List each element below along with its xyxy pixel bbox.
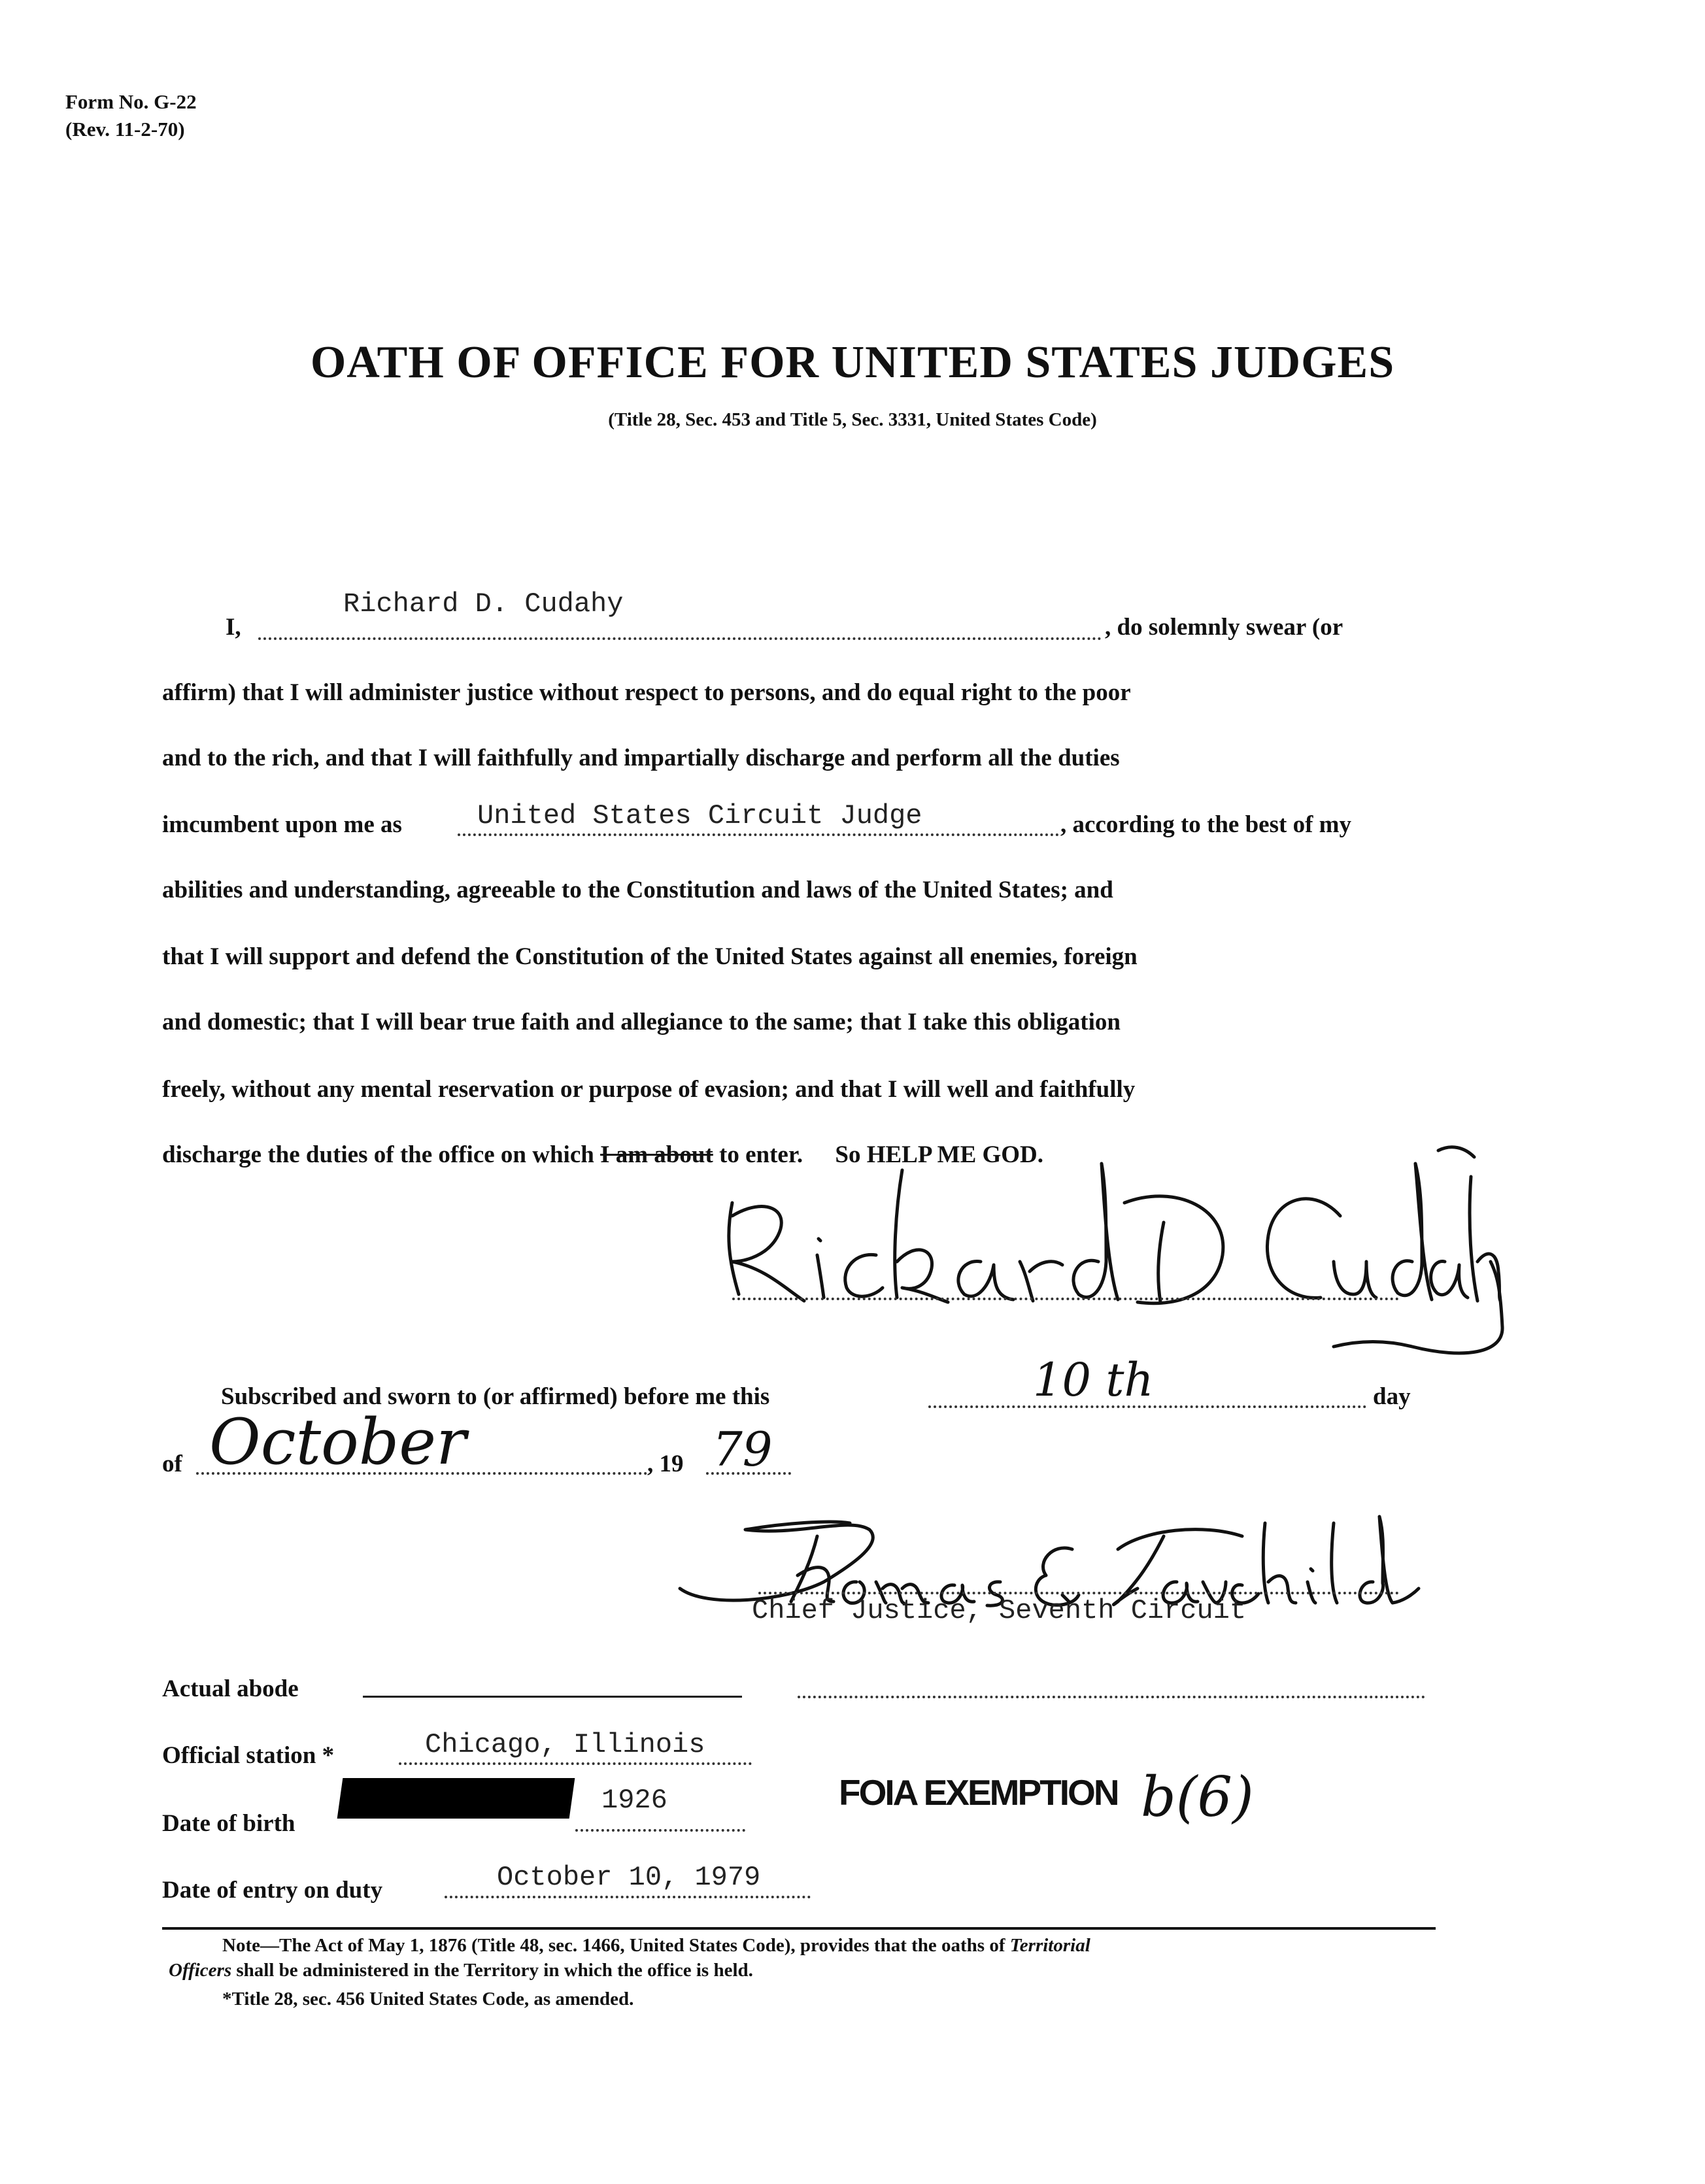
oath-line8: freely, without any mental reservation or purpose of evasion; and that I will well and faithfully [162, 1076, 1136, 1103]
sworn-of-label: of [162, 1451, 182, 1477]
oath-line4-end: , according to the best of my [1060, 811, 1351, 838]
oath-line6: that I will support and defend the Constitution of the United States against all enemies, foreign [162, 943, 1138, 970]
station-value: Chicago, Illinois [425, 1729, 705, 1760]
oath-taker-signature [706, 1131, 1510, 1379]
abode-solid-line [363, 1696, 742, 1698]
form-revision: (Rev. 11-2-70) [65, 118, 185, 141]
sworn-month-value: October [209, 1405, 466, 1479]
foia-stamp-text: FOIA EXEMPTION [839, 1772, 1118, 1813]
station-label: Official station * [162, 1742, 335, 1769]
footnote: *Title 28, sec. 456 United States Code, as amended. [222, 1989, 634, 2009]
note1-italic-b: Officers [169, 1960, 232, 1981]
oath-signature-dotted-line [732, 1298, 1399, 1300]
sworn-year-prefix: , 19 [647, 1451, 684, 1477]
foia-handwritten-code: b(6) [1141, 1765, 1254, 1829]
entry-value: October 10, 1979 [497, 1862, 761, 1893]
oath-line4-start: imcumbent upon me as [162, 811, 402, 838]
sworn-day-label: day [1373, 1383, 1411, 1410]
oath-line1-start: I, [226, 614, 241, 641]
sworn-day-value: 10 th [1033, 1353, 1154, 1407]
oath-line1-end: , do solemnly swear (or [1105, 614, 1343, 641]
abode-dotted-line [798, 1696, 1425, 1698]
abode-label: Actual abode [162, 1675, 299, 1702]
officiant-title: Chief Justice, Seventh Circuit [752, 1595, 1247, 1626]
oath-line9-strike: I am about [600, 1141, 713, 1168]
note-line2 [169, 1960, 753, 1981]
entry-dotted-line [445, 1896, 811, 1898]
oath-office-value: United States Circuit Judge [477, 800, 922, 832]
dob-year: 1926 [601, 1785, 667, 1816]
note-line1 [222, 1935, 1432, 1957]
oath-line3: and to the rich, and that I will faithfully and impartially discharge and perform all the duties [162, 745, 1120, 771]
station-dotted-line [399, 1762, 752, 1765]
form-number: Form No. G-22 [65, 90, 197, 113]
oath-line2: affirm) that I will administer justice without respect to persons, and do equal right to the poor [162, 679, 1131, 706]
note1-text-a: Note—The Act of May 1, 1876 (Title 48, sec. 1466, United States Code), provides that the oaths of [222, 1935, 1005, 1956]
sworn-text-start: Subscribed and sworn to (or affirmed) before me this [221, 1383, 770, 1410]
name-dotted-line [258, 637, 1102, 640]
oath-line5: abilities and understanding, agreeable to the Constitution and laws of the United States; and [162, 877, 1113, 903]
note1-italic-a: Territorial [1009, 1935, 1090, 1956]
oath-line7: and domestic; that I will bear true faith and allegiance to the same; that I take this obligation [162, 1009, 1121, 1035]
dob-label: Date of birth [162, 1810, 295, 1837]
entry-label: Date of entry on duty [162, 1877, 383, 1904]
oath-name-value: Richard D. Cudahy [343, 588, 624, 620]
office-dotted-line [458, 833, 1059, 836]
notes-divider [162, 1927, 1436, 1930]
oath-line9-end: So HELP ME GOD. [835, 1141, 1044, 1168]
form-number-block [65, 88, 197, 143]
oath-line9-mid: to enter. [719, 1141, 803, 1168]
chief-justice-dotted-line [758, 1592, 1399, 1594]
dob-dotted-line [575, 1829, 745, 1832]
document-title: OATH OF OFFICE FOR UNITED STATES JUDGES [310, 337, 1395, 388]
note1-text-b: shall be administered in the Territory in which the office is held. [236, 1960, 753, 1981]
dob-redaction-block [337, 1778, 575, 1819]
document-subtitle: (Title 28, Sec. 453 and Title 5, Sec. 3331, United States Code) [608, 409, 1097, 430]
oath-line9-start: discharge the duties of the office on which [162, 1141, 594, 1168]
sworn-year-value: 79 [713, 1422, 773, 1477]
